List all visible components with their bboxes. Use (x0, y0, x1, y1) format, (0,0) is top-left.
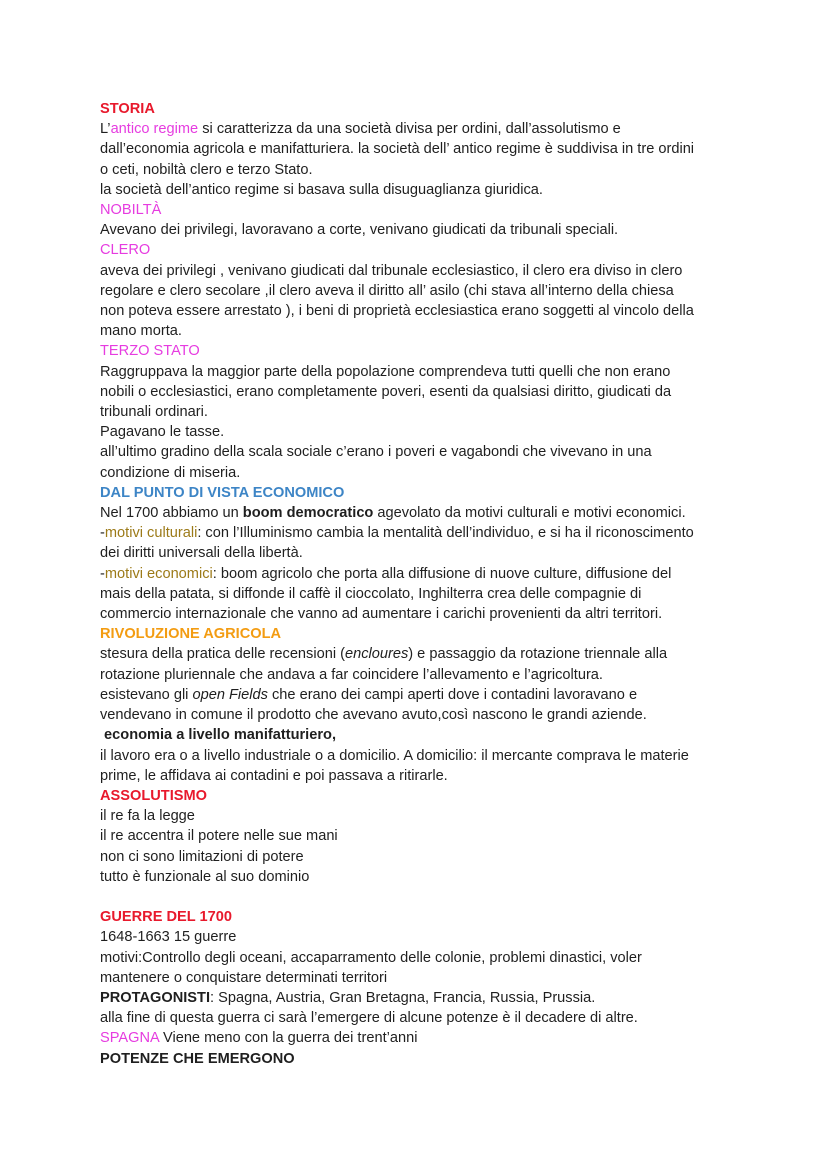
dash: - (100, 565, 105, 582)
heading-rivoluzione-agricola: RIVOLUZIONE AGRICOLA (100, 626, 282, 643)
motivi-culturali-line (100, 523, 740, 543)
economico-text: agevolato da motivi culturali e motivi economici. (373, 505, 686, 522)
economico-line: commercio internazionale che vanno ad aumentare i carichi provenienti da altri territori. (100, 606, 663, 623)
dash: - (100, 525, 105, 542)
terzo-stato-line: condizione di miseria. (100, 464, 241, 481)
storia-text: L’ (100, 121, 111, 138)
term-open-fields: open Fields (192, 686, 268, 703)
terzo-stato-line: tribunali ordinari. (100, 404, 208, 421)
spagna-label: SPAGNA (100, 1030, 159, 1047)
term-antico-regime: antico regime (110, 121, 199, 138)
terzo-stato-line: Raggruppava la maggior parte della popolazione comprendeva tutti quelli che non erano (100, 363, 671, 380)
assolutismo-line: tutto è funzionale al suo dominio (100, 868, 310, 885)
protagonisti-line (100, 988, 740, 1008)
assolutismo-line: non ci sono limitazioni di potere (100, 848, 304, 865)
guerre-line: motivi:Controllo degli oceani, accaparramento delle colonie, problemi dinastici, voler (100, 949, 642, 966)
storia-line: la società dell’antico regime si basava sulla disuguaglianza giuridica. (100, 181, 543, 198)
heading-economico: DAL PUNTO DI VISTA ECONOMICO (100, 484, 345, 501)
rivoluzione-line: rotazione pluriennale che andava a far coincidere l’allevamento e l’agricoltura. (100, 666, 603, 683)
storia-text: si caratterizza da una società divisa per ordini, dall’assolutismo e (198, 121, 621, 138)
terzo-stato-line: all’ultimo gradino della scala sociale c’erano i poveri e vagabondi che vivevano in una (100, 444, 652, 461)
rivoluzione-line (100, 685, 740, 705)
rivoluzione-text: esistevano gli (100, 686, 193, 703)
storia-line: o ceti, nobiltà clero e terzo Stato. (100, 161, 313, 178)
guerre-line: 1648-1663 15 guerre (100, 929, 237, 946)
rivoluzione-text: che erano dei campi aperti dove i contadini lavoravano e (267, 686, 638, 703)
heading-assolutismo: ASSOLUTISMO (100, 787, 208, 804)
storia-line: dall’economia agricola e manifatturiera. la società dell’ antico regime è suddivisa in tre ordini (100, 141, 695, 158)
assolutismo-line: il re accentra il potere nelle sue mani (100, 828, 338, 845)
heading-terzo-stato: TERZO STATO (100, 343, 200, 360)
protagonisti-text: : Spagna, Austria, Gran Bretagna, Francia, Russia, Prussia. (210, 989, 596, 1006)
rivoluzione-line: prime, le affidava ai contadini e poi passava a ritirarle. (100, 767, 448, 784)
rivoluzione-line: vendevano in comune il prodotto che avevano avuto,così nascono le grandi aziende. (100, 707, 647, 724)
economico-line: dei diritti universali della libertà. (100, 545, 303, 562)
motivi-economici-line (100, 564, 740, 584)
guerre-line: alla fine di questa guerra ci sarà l’emergere di alcune potenze è il decadere di altre. (100, 1010, 638, 1027)
storia-paragraph (100, 119, 740, 139)
protagonisti-label: PROTAGONISTI (100, 989, 210, 1006)
economico-text: Nel 1700 abbiamo un (100, 505, 243, 522)
heading-storia: STORIA (100, 101, 155, 117)
terzo-stato-line: nobili o ecclesiastici, erano completamente poveri, esenti da qualsiasi diritto, giudicati da (100, 383, 672, 400)
potenze-che-emergono: POTENZE CHE EMERGONO (100, 1050, 295, 1067)
subheading-manifatturiero: economia a livello manifatturiero, (100, 727, 336, 744)
motivi-economici-text: : boom agricolo che porta alla diffusione di nuove culture, diffusione del (212, 565, 672, 582)
motivi-culturali-text: : con l’Illuminismo cambia la mentalità dell’individuo, e si ha il riconoscimento (197, 525, 694, 542)
economico-line (100, 503, 740, 523)
rivoluzione-line (100, 644, 740, 664)
boom-democratico: boom democratico (242, 505, 374, 522)
clero-line: regolare e clero secolare ,il clero aveva il diritto all’ asilo (chi stava all’interno della chiesa (100, 282, 674, 299)
assolutismo-line: il re fa la legge (100, 808, 195, 825)
clero-line: aveva dei privilegi , venivano giudicati dal tribunale ecclesiastico, il clero era diviso in clero (100, 262, 683, 279)
heading-nobilta: NOBILTÀ (100, 202, 162, 219)
blank-line (100, 887, 740, 907)
rivoluzione-line: il lavoro era o a livello industriale o a domicilio. A domicilio: il mercante comprava le materie (100, 747, 689, 764)
nobilta-line: Avevano dei privilegi, lavoravano a corte, venivano giudicati da tribunali speciali. (100, 222, 619, 239)
rivoluzione-text: ) e passaggio da rotazione triennale alla (408, 646, 668, 663)
rivoluzione-text: stesura della pratica delle recensioni ( (100, 646, 345, 663)
terzo-stato-line: Pagavano le tasse. (100, 424, 225, 441)
clero-line: non poteva essere arrestato ), i beni di proprietà ecclesiastica erano soggetti al vincolo della (100, 303, 694, 320)
term-motivi-culturali: motivi culturali (104, 525, 198, 542)
spagna-line (100, 1028, 740, 1048)
heading-guerre: GUERRE DEL 1700 (100, 909, 232, 926)
guerre-line: mantenere o conquistare determinati territori (100, 969, 388, 986)
term-motivi-economici: motivi economici (104, 565, 213, 582)
term-encloures: encloures (344, 646, 409, 663)
document-page (100, 99, 740, 1069)
heading-clero: CLERO (100, 242, 151, 259)
spagna-text: Viene meno con la guerra dei trent’anni (158, 1030, 418, 1047)
economico-line: mais della patata, si diffonde il caffè il cioccolato, Inghilterra crea delle compagnie di (100, 585, 642, 602)
clero-line: mano morta. (100, 323, 182, 340)
